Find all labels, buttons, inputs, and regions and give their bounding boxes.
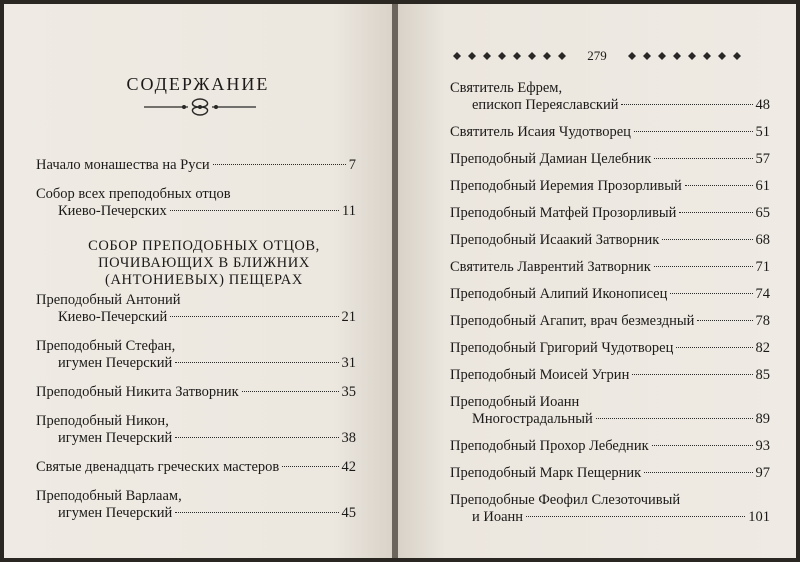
- toc-entry-text: Преподобный Матфей Прозорливый: [450, 205, 677, 221]
- toc-entry-text: Преподобный Марк Пещерник: [450, 465, 642, 481]
- toc-entry-title: Преподобный Стефан,: [36, 338, 176, 354]
- toc-entry-text: Преподобный Иеремия Прозорливый: [450, 178, 682, 194]
- toc-entry-text: и Иоанн: [472, 509, 524, 525]
- toc-entry-title: Преподобный Варлаам,: [36, 488, 182, 504]
- toc-entry-text: Святые двенадцать греческих мастеров: [36, 459, 280, 475]
- dot-leader: [676, 347, 752, 348]
- toc-page-number: 35: [341, 384, 356, 400]
- toc-entry-title: Святитель Ефрем,: [450, 80, 563, 96]
- dot-leader: [596, 418, 753, 419]
- toc-page-number: 57: [755, 151, 770, 167]
- toc-entry: [450, 151, 770, 168]
- dot-leader: [634, 131, 753, 132]
- toc-entry-text: Преподобный Григорий Чудотворец: [450, 340, 674, 356]
- toc-entry: [36, 157, 356, 174]
- dot-leader: [679, 212, 752, 213]
- dot-leader: [662, 239, 752, 240]
- toc-entry: [36, 488, 356, 522]
- toc-entry: [36, 292, 356, 326]
- toc-page-number: 21: [341, 309, 356, 325]
- toc-entry-text: Преподобный Исаакий Затворник: [450, 232, 660, 248]
- toc-page-number: 85: [755, 367, 770, 383]
- toc-entry: [36, 186, 356, 220]
- toc-entry-title: Собор всех преподобных отцов: [36, 186, 231, 202]
- dot-leader: [170, 316, 338, 317]
- toc-entry-text: игумен Печерский: [58, 430, 173, 446]
- dot-leader: [175, 362, 338, 363]
- toc-entry-text: Преподобный Агапит, врач безмездный: [450, 313, 695, 329]
- toc-entry: [450, 205, 770, 222]
- dot-leader: [644, 472, 752, 473]
- toc-entry: [450, 80, 770, 114]
- toc-entry-title: Преподобный Никон,: [36, 413, 169, 429]
- toc-entry: [36, 459, 356, 476]
- toc-entry: [450, 438, 770, 455]
- toc-page-number: 93: [755, 438, 770, 454]
- toc-page-number: 38: [341, 430, 356, 446]
- toc-page-number: 89: [755, 411, 770, 427]
- dot-leader: [526, 516, 745, 517]
- toc-entry: [450, 259, 770, 276]
- toc-page-number: 82: [755, 340, 770, 356]
- toc-page-number: 7: [348, 157, 356, 173]
- toc-entry: [450, 232, 770, 249]
- page-number: 279: [587, 48, 607, 63]
- toc-entry-text: Святитель Лаврентий Затворник: [450, 259, 651, 275]
- dot-leader: [654, 158, 752, 159]
- toc-entry-text: Начало монашества на Руси: [36, 157, 210, 173]
- toc-entry: [450, 313, 770, 330]
- dot-leader: [697, 320, 752, 321]
- toc-entry: [450, 367, 770, 384]
- toc-page-number: 11: [342, 203, 356, 219]
- toc-page-number: 74: [755, 286, 770, 302]
- toc-page-number: 31: [341, 355, 356, 371]
- toc-page-number: 48: [755, 97, 770, 113]
- toc-entry: [450, 286, 770, 303]
- dot-leader: [175, 437, 338, 438]
- ornament-divider: [140, 96, 260, 118]
- toc-left-list: [36, 292, 356, 534]
- contents-title: СОДЕРЖАНИЕ: [126, 74, 270, 94]
- toc-entry-text: епископ Переяславский: [472, 97, 619, 113]
- toc-entry-text: Киево-Печерский: [58, 309, 168, 325]
- toc-entry-text: Киево-Печерских: [58, 203, 167, 219]
- toc-page-number: 101: [748, 509, 770, 525]
- toc-page-number: 68: [755, 232, 770, 248]
- dot-leader: [685, 185, 753, 186]
- left-page: [4, 4, 392, 558]
- toc-page-number: 61: [755, 178, 770, 194]
- toc-entry-text: Преподобный Прохор Лебедник: [450, 438, 649, 454]
- dot-leader: [654, 266, 753, 267]
- toc-page-number: 71: [755, 259, 770, 275]
- toc-entry: [450, 465, 770, 482]
- toc-entry: [450, 178, 770, 195]
- toc-page-number: 45: [341, 505, 356, 521]
- toc-page-number: 78: [755, 313, 770, 329]
- toc-entry-text: Преподобный Никита Затворник: [36, 384, 239, 400]
- toc-entry-text: Святитель Исаия Чудотворец: [450, 124, 631, 140]
- toc-entry-title: Преподобные Феофил Слезоточивый: [450, 492, 681, 508]
- dot-leader: [213, 164, 346, 165]
- toc-page-number: 97: [755, 465, 770, 481]
- dot-leader: [652, 445, 753, 446]
- dot-leader: [175, 512, 338, 513]
- toc-entry: [450, 340, 770, 357]
- dot-leader: [242, 391, 339, 392]
- dot-leader: [170, 210, 339, 211]
- dot-leader: [282, 466, 338, 467]
- right-page: [398, 4, 796, 558]
- section-title: СОБОР ПРЕПОДОБНЫХ ОТЦОВ, ПОЧИВАЮЩИХ В БЛИЖНИХ (АНТОНИЕВЫХ) ПЕЩЕРАХ: [88, 238, 320, 288]
- toc-entry-title: Преподобный Иоанн: [450, 394, 580, 410]
- toc-page-number: 65: [755, 205, 770, 221]
- dot-leader: [621, 104, 752, 105]
- toc-entry-text: Преподобный Алипий Иконописец: [450, 286, 668, 302]
- toc-entry-text: Преподобный Моисей Угрин: [450, 367, 630, 383]
- toc-page-number: 51: [755, 124, 770, 140]
- toc-entry: [450, 394, 770, 428]
- toc-entry-text: игумен Печерский: [58, 505, 173, 521]
- toc-page-number: 42: [341, 459, 356, 475]
- toc-entry-text: игумен Печерский: [58, 355, 173, 371]
- toc-entry-text: Преподобный Дамиан Целебник: [450, 151, 652, 167]
- toc-entry: [36, 413, 356, 447]
- toc-entry: [450, 492, 770, 526]
- toc-entry-text: Многострадальный: [472, 411, 593, 427]
- toc-entry-title: Преподобный Антоний: [36, 292, 181, 308]
- toc-entry: [36, 338, 356, 372]
- toc-entry: [36, 384, 356, 401]
- dot-leader: [670, 293, 752, 294]
- toc-right-list: [450, 80, 770, 536]
- toc-entry: [450, 124, 770, 141]
- dot-leader: [632, 374, 752, 375]
- toc-top-list: [36, 157, 356, 232]
